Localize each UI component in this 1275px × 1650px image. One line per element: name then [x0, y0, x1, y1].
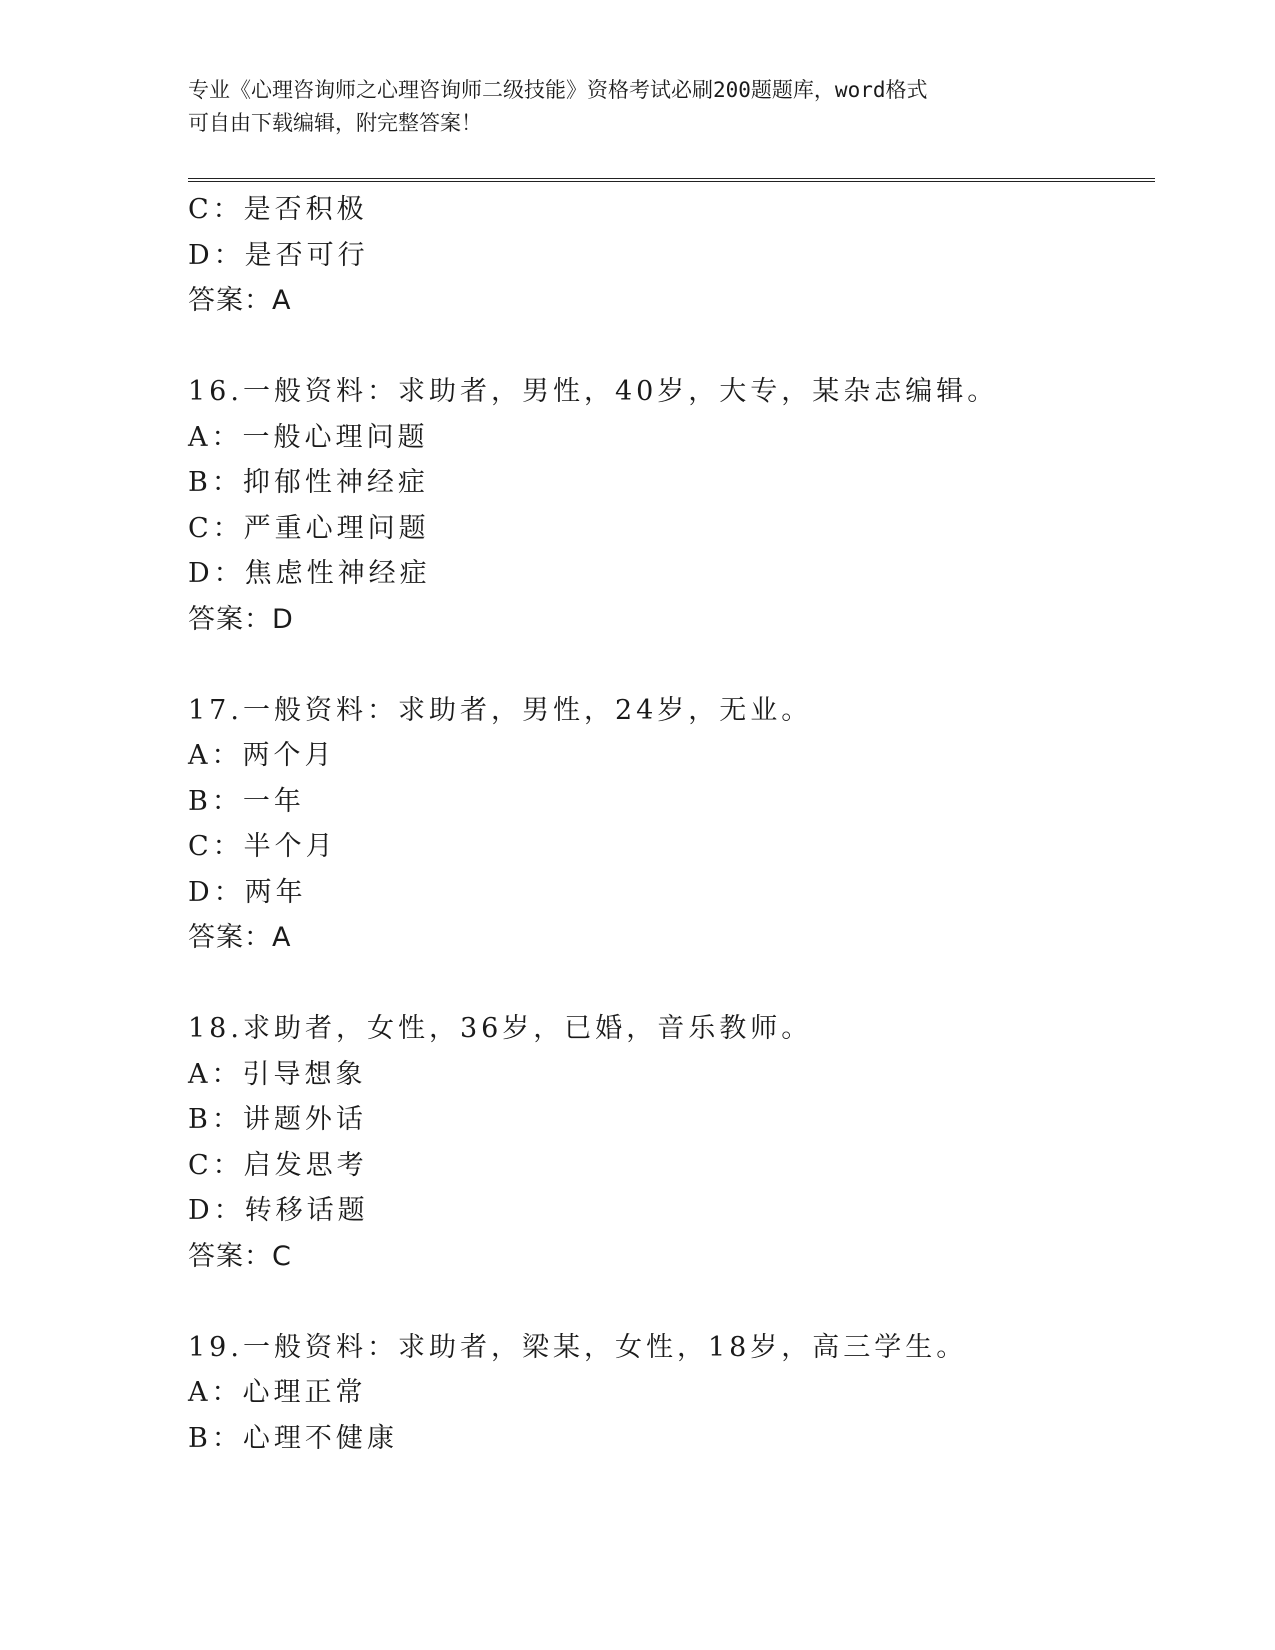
question-stem: 18.求助者，女性，36岁，已婚，音乐教师。 — [188, 1013, 813, 1044]
question-list — [188, 187, 1148, 1461]
spacer — [188, 324, 1148, 370]
option-line: C：严重心理问题 — [188, 512, 430, 544]
option-line: B：讲题外话 — [188, 1104, 367, 1135]
option-line: A：心理正常 — [188, 1377, 367, 1408]
answer-line: 答案：C — [188, 1240, 292, 1272]
answer-line: 答案：A — [188, 285, 292, 316]
question-stem: 16.一般资料：求助者，男性，40岁，大专，某杂志编辑。 — [188, 376, 999, 407]
option-line: A：引导想象 — [188, 1058, 367, 1090]
spacer — [188, 642, 1148, 688]
option-line: B：心理不健康 — [188, 1422, 398, 1454]
header-divider — [188, 178, 1155, 182]
option-line: B：抑郁性神经症 — [188, 467, 429, 498]
option-line: D：是否可行 — [188, 239, 369, 271]
option-line: C：是否积极 — [188, 194, 368, 225]
option-line: D：两年 — [188, 876, 307, 908]
option-line: A：两个月 — [188, 740, 336, 771]
header-line-1: 专业《心理咨询师之心理咨询师二级技能》资格考试必刷200题题库，word格式 — [188, 78, 928, 102]
option-line: B：一年 — [188, 785, 305, 817]
option-line: A：一般心理问题 — [188, 421, 429, 453]
answer-line: 答案：D — [188, 603, 294, 635]
answer-line: 答案：A — [188, 922, 292, 953]
question-stem: 19.一般资料：求助者，梁某，女性，18岁，高三学生。 — [188, 1331, 968, 1363]
spacer — [188, 961, 1148, 1007]
option-line: D：转移话题 — [188, 1195, 369, 1226]
option-line: D：焦虑性神经症 — [188, 558, 431, 589]
document-header — [188, 74, 1088, 140]
header-line-2: 可自由下载编辑，附完整答案！ — [188, 111, 482, 135]
question-stem: 17.一般资料：求助者，男性，24岁，无业。 — [188, 694, 813, 726]
spacer — [188, 1279, 1148, 1325]
option-line: C：启发思考 — [188, 1149, 368, 1181]
option-line: C：半个月 — [188, 831, 337, 862]
